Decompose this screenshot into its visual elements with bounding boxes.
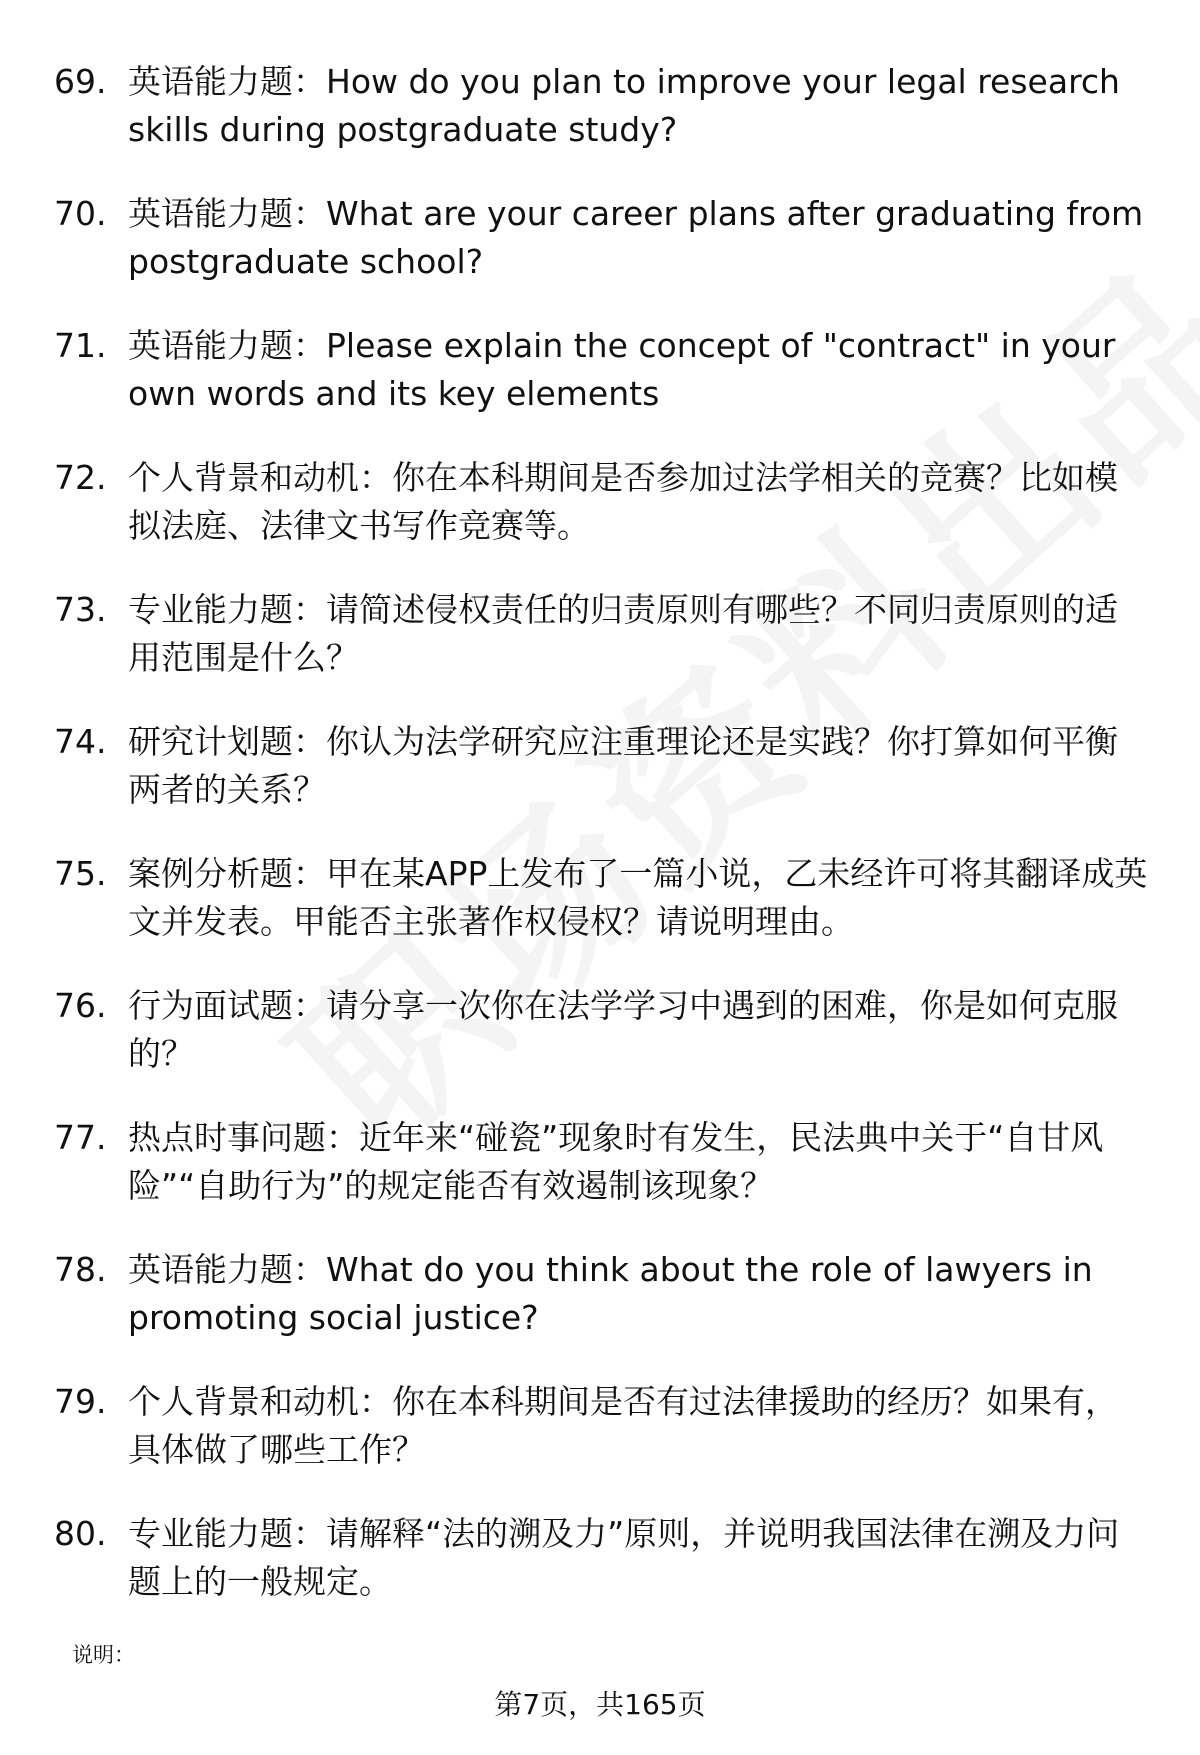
question-number: 79. — [54, 1382, 107, 1421]
question-text: 热点时事问题：近年来“碰瓷”现象时有发生，民法典中关于“自甘风险”“自助行为”的规定能否有效遏制该现象？ — [128, 1118, 1104, 1205]
question-text: 行为面试题：请分享一次你在法学学习中遇到的困难，你是如何克服的？ — [128, 986, 1118, 1073]
question-number: 71. — [54, 326, 107, 365]
question-item — [0, 54, 1200, 186]
question-item — [0, 186, 1200, 318]
note-label: 说明： — [72, 1643, 135, 1667]
question-item — [0, 1110, 1200, 1242]
question-item — [0, 714, 1200, 846]
question-number: 73. — [54, 590, 107, 629]
question-text: 研究计划题：你认为法学研究应注重理论还是实践？你打算如何平衡两者的关系？ — [128, 722, 1118, 809]
question-list — [0, 54, 1200, 1638]
question-text: 英语能力题：What are your career plans after graduating from postgraduate school? — [128, 194, 1144, 281]
question-number: 74. — [54, 722, 107, 761]
question-item — [0, 1506, 1200, 1638]
page-footer: 第7页，共165页 — [494, 1688, 706, 1721]
question-text: 英语能力题：What do you think about the role of lawyers in promoting social justice? — [128, 1250, 1093, 1337]
question-item — [0, 846, 1200, 978]
question-text: 专业能力题：请解释“法的溯及力”原则，并说明我国法律在溯及力问题上的一般规定。 — [128, 1514, 1120, 1601]
question-number: 72. — [54, 458, 107, 497]
question-number: 70. — [54, 194, 107, 233]
question-item — [0, 1242, 1200, 1374]
question-number: 80. — [54, 1514, 107, 1553]
question-number: 78. — [54, 1250, 107, 1289]
question-text: 案例分析题：甲在某APP上发布了一篇小说，乙未经许可将其翻译成英文并发表。甲能否主张著作权侵权？请说明理由。 — [128, 854, 1148, 941]
question-item — [0, 450, 1200, 582]
question-item — [0, 318, 1200, 450]
question-text: 个人背景和动机：你在本科期间是否有过法律援助的经历？如果有，具体做了哪些工作？ — [128, 1382, 1118, 1469]
question-number: 77. — [54, 1118, 107, 1157]
question-text: 英语能力题：How do you plan to improve your legal research skills during postgraduate study? — [128, 62, 1120, 149]
question-number: 75. — [54, 854, 107, 893]
question-item — [0, 1374, 1200, 1506]
question-item — [0, 978, 1200, 1110]
question-text: 个人背景和动机：你在本科期间是否参加过法学相关的竞赛？比如模拟法庭、法律文书写作竞赛等。 — [128, 458, 1118, 545]
question-text: 专业能力题：请简述侵权责任的归责原则有哪些？不同归责原则的适用范围是什么？ — [128, 590, 1118, 677]
question-number: 69. — [54, 62, 107, 101]
question-text: 英语能力题：Please explain the concept of "contract" in your own words and its key elements — [128, 326, 1116, 413]
question-number: 76. — [54, 986, 107, 1025]
question-item — [0, 582, 1200, 714]
